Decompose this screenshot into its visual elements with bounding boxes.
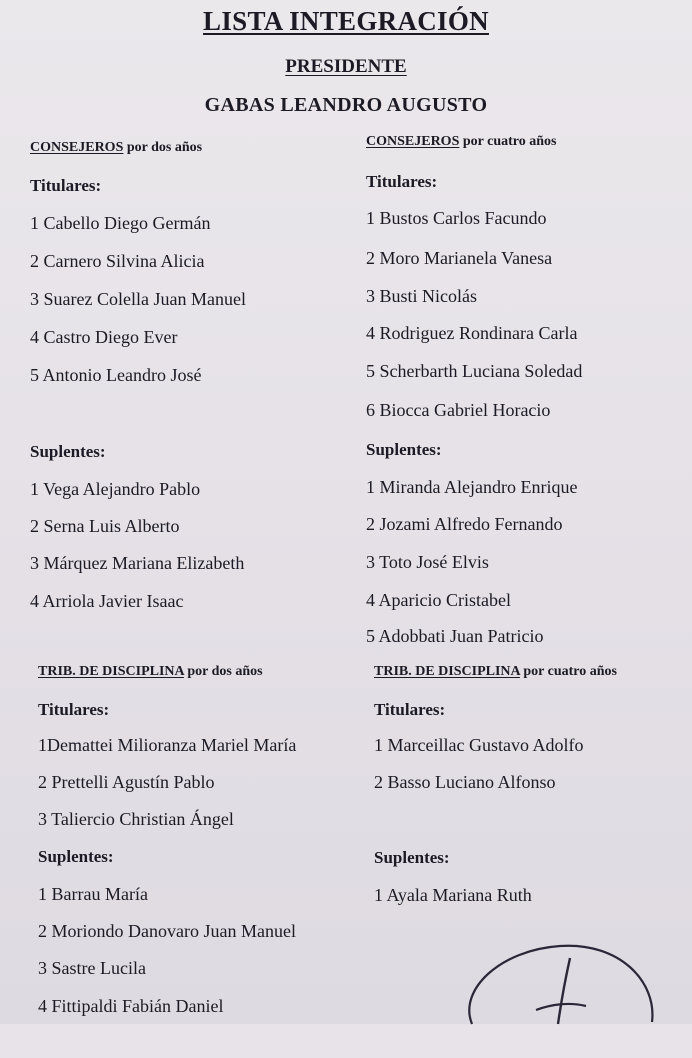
section-heading-title: TRIB. DE DISCIPLINA (38, 664, 184, 679)
list-item: 2 Basso Luciano Alfonso (374, 772, 556, 792)
section-heading-suffix: por dos años (126, 140, 203, 155)
list-item: 3 Sastre Lucila (38, 958, 146, 978)
suplentes-label: Suplentes: (374, 848, 450, 867)
list-item: 2 Carnero Silvina Alicia (30, 251, 205, 271)
list-item: 2 Prettelli Agustín Pablo (38, 772, 215, 792)
list-item: 3 Toto José Elvis (366, 552, 489, 572)
titulares-label: Titulares: (366, 172, 438, 191)
list-item: 3 Suarez Colella Juan Manuel (30, 289, 246, 309)
list-item: 5 Antonio Leandro José (30, 365, 202, 385)
list-item: 1 Cabello Diego Germán (30, 213, 211, 233)
list-item: 1 Bustos Carlos Facundo (366, 208, 547, 228)
list-item: 1Demattei Milioranza Mariel María (38, 735, 297, 755)
suplentes-label: Suplentes: (38, 847, 114, 866)
list-item: 3 Taliercio Christian Ángel (38, 809, 234, 829)
titulares-label: Titulares: (38, 700, 110, 719)
section-heading-title: CONSEJEROS (366, 134, 460, 149)
list-item: 4 Arriola Javier Isaac (30, 591, 184, 611)
president-name: GABAS LEANDRO AUGUSTO (204, 94, 488, 116)
list-item: 4 Aparicio Cristabel (366, 590, 511, 610)
suplentes-label: Suplentes: (30, 442, 106, 461)
section-heading (374, 664, 617, 680)
section-heading (38, 664, 263, 680)
titulares-label: Titulares: (30, 176, 102, 195)
list-item: 1 Barrau María (38, 884, 148, 904)
suplentes-label: Suplentes: (366, 440, 442, 459)
list-item: 2 Serna Luis Alberto (30, 516, 180, 536)
section-heading-suffix: por cuatro años (462, 134, 557, 149)
list-item: 1 Ayala Mariana Ruth (374, 885, 532, 905)
list-item: 1 Miranda Alejandro Enrique (366, 477, 578, 497)
section-heading (366, 134, 556, 150)
list-item: 6 Biocca Gabriel Horacio (366, 400, 551, 420)
document-title: LISTA INTEGRACIÓN (203, 6, 489, 36)
list-item: 1 Vega Alejandro Pablo (30, 479, 201, 499)
list-item: 3 Busti Nicolás (366, 286, 477, 306)
list-item: 4 Castro Diego Ever (30, 327, 178, 347)
list-item: 4 Fittipaldi Fabián Daniel (38, 996, 224, 1016)
section-heading-title: CONSEJEROS (30, 140, 124, 155)
president-label: PRESIDENTE (285, 56, 407, 77)
titulares-label: Titulares: (374, 700, 446, 719)
list-item: 2 Jozami Alfredo Fernando (366, 514, 563, 534)
handwritten-signature-icon (452, 938, 662, 1058)
section-heading-suffix: por cuatro años (523, 664, 617, 679)
list-item: 5 Scherbarth Luciana Soledad (366, 361, 583, 381)
section-heading-suffix: por dos años (187, 664, 263, 679)
list-item: 5 Adobbati Juan Patricio (366, 626, 544, 646)
list-item: 2 Moriondo Danovaro Juan Manuel (38, 921, 296, 941)
list-item: 4 Rodriguez Rondinara Carla (366, 323, 578, 343)
list-item: 3 Márquez Mariana Elizabeth (30, 553, 245, 573)
section-heading-title: TRIB. DE DISCIPLINA (374, 664, 520, 679)
section-heading (30, 140, 202, 156)
list-item: 2 Moro Marianela Vanesa (366, 248, 553, 268)
list-item: 1 Marceillac Gustavo Adolfo (374, 735, 584, 755)
